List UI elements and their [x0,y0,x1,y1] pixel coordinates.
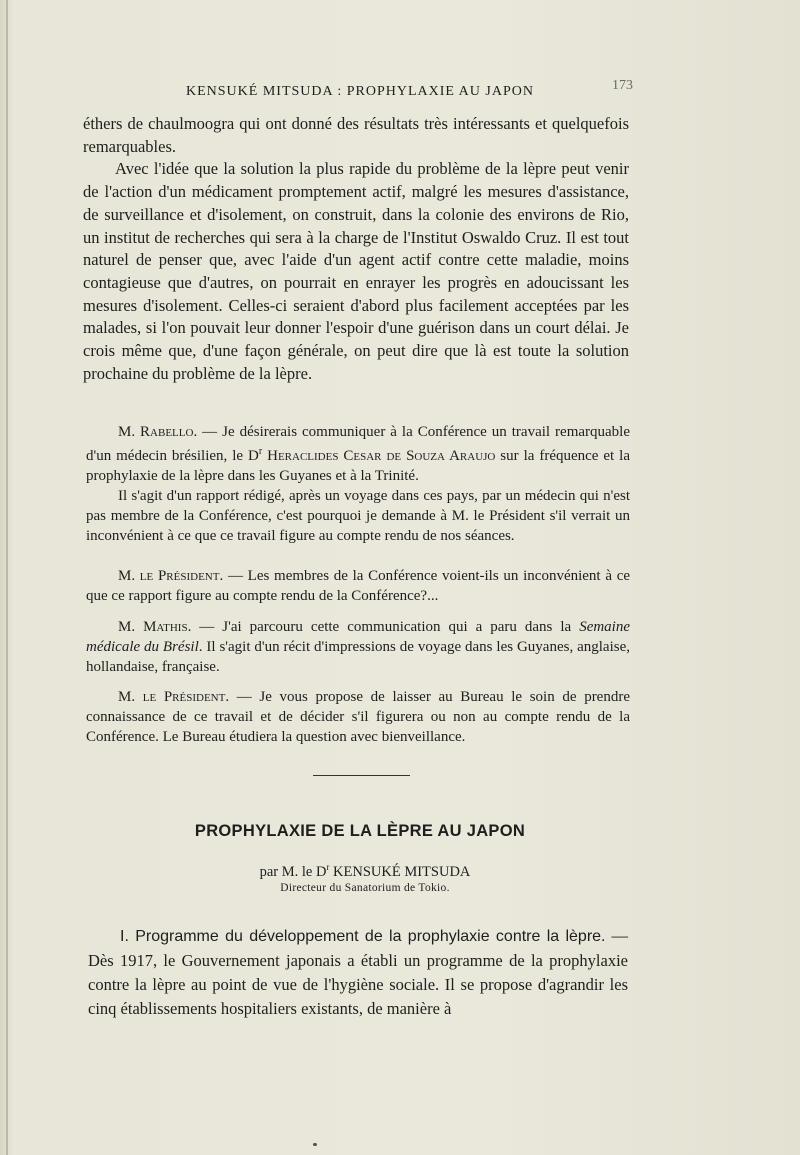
section-heading: I. Programme du développement de la prophylaxie contre la lèpre. [120,928,606,945]
rabello-paragraph-2: Il s'agit d'un rapport rédigé, après un voyage dans ces pays, par un médecin qui n'est pas membre de la Conférence, c'est pourquoi je demande à M. le Président s'il verrait un inconvénient à ce que ce travail figure au compte rendu de nos séances. [86,488,630,544]
article-title: PROPHYLAXIE DE LA LÈPRE AU JAPON [194,822,526,840]
rabello-text-1: — Je désirerais communiquer à la Conférence un travail remarquable d'un médecin brésilien, le D [86,424,630,464]
speaker-mathis: M. Mathis. [118,619,192,635]
mathis-text-2: . Il s'agit d'un récit d'impressions de voyage dans les Guyanes, anglaise, hollandaise, française. [86,639,630,675]
intro-block [83,113,629,385]
author-name-araujo: Heraclides Cesar de Souza Araujo [262,448,496,464]
byline-superscript: r [326,862,330,872]
president-text-2: — Je vous propose de laisser au Bureau le soin de prendre connaissance de ce travail et de décider s'il figurera ou non au compte rendu de la Conférence. Le Bureau étudiera la question avec bienveillance. [86,689,630,745]
intro-paragraph-1: éthers de chaulmoogra qui ont donné des résultats très intéressants et quelquefois remarquables. [83,114,629,156]
byline-prefix: par M. le D [259,863,327,880]
journal-title: Semaine médicale du Brésil [86,619,631,655]
section-1 [88,924,628,1021]
rabello-remark [86,422,630,546]
speaker-president-2: M. le Président. [118,689,230,705]
mathis-remark [86,617,630,677]
speaker-rabello: M. Rabello. [118,424,198,440]
running-title: KENSUKÉ MITSUDA : PROPHYLAXIE AU JAPON [186,84,534,99]
section-divider [313,775,410,776]
president-remark-2 [86,687,630,747]
author-affiliation: Directeur du Sanatorium de Tokio. [280,882,450,894]
president-text-1: — Les membres de la Conférence voient-ils un inconvénient à ce que ce rapport figure au compte rendu de la Conférence?... [86,568,631,604]
mathis-text-1: — J'ai parcouru cette communication qui a paru dans la [191,619,580,635]
byline-author: KENSUKÉ MITSUDA [329,863,471,880]
dr-superscript: r [258,446,263,457]
rabello-text-2: sur la fréquence et la prophylaxie de la lèpre dans les Guyanes et à la Trinité. [86,448,630,484]
ink-speck [313,1143,317,1146]
page-edge [6,0,8,1155]
president-remark-1 [86,566,630,606]
section-body: — Dès 1917, le Gouvernement japonais a établi un programme de la prophylaxie contre la lèpre au point de vue de l'hygiène sociale. Il se propose d'agrandir les cinq établissements hospitaliers existants, de manière à [88,926,629,1018]
byline [0,862,730,881]
intro-paragraph-2: Avec l'idée que la solution la plus rapide du problème de la lèpre peut venir de l'action d'un médicament promptement actif, malgré les mesures d'assistance, de surveillance et d'isolement, on construit, dans la colonie des environs de Rio, un institut de recherches qui sera à la charge de l'Institut Oswaldo Cruz. Il est tout naturel de penser que, avec l'aide d'un agent actif contre cette maladie, moins contagieuse que d'autres, on pourrait en enrayer les progrès en adoucissant les mesures d'isolement. Celles-ci seraient d'abord plus facilement acceptées par les malades, si l'on pouvait leur donner l'espoir d'une guérison dans un court délai. Je crois même que, d'une façon générale, on peut dire que là est toute la solution prochaine du problème de la lèpre. [83,159,629,383]
speaker-president: M. le Président. [118,568,224,584]
page-number: 173 [612,78,633,93]
